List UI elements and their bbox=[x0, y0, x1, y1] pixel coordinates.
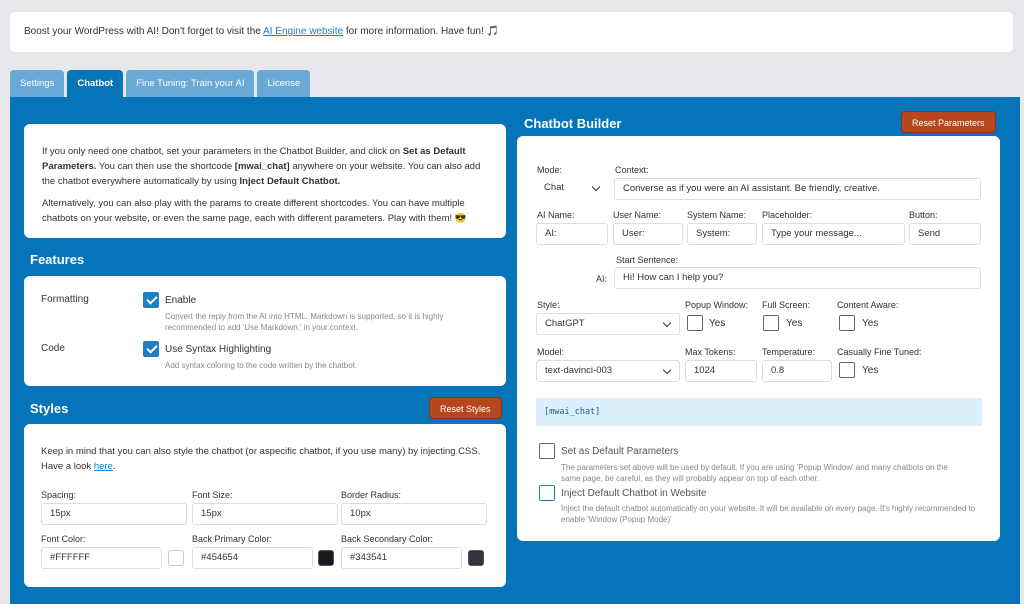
model-label: Model: bbox=[537, 347, 565, 357]
fine-tuned-label: Casually Fine Tuned: bbox=[837, 347, 922, 357]
back-secondary-color-label: Back Secondary Color: bbox=[341, 534, 434, 544]
fine-tuned-yes: Yes bbox=[862, 365, 879, 376]
mode-select[interactable]: Chat bbox=[536, 178, 608, 200]
intro-paragraph-1: If you only need one chatbot, set your parameters in the Chatbot Builder, and click on Set as Default Parameters. You can then use the shortcode [mwai_chat] anywhere on your website. You can also add the chatbot everywhere automatically by using Inject Default Chatbot. bbox=[42, 146, 481, 187]
max-tokens-label: Max Tokens: bbox=[685, 347, 736, 357]
full-screen-checkbox[interactable] bbox=[763, 315, 779, 331]
notice-text-after: for more information. Have fun! bbox=[343, 26, 487, 37]
back-primary-color-swatch[interactable] bbox=[318, 550, 334, 566]
full-screen-yes: Yes bbox=[786, 318, 803, 329]
styles-title: Styles bbox=[30, 401, 69, 416]
popup-window-checkbox[interactable] bbox=[687, 315, 703, 331]
placeholder-label: Placeholder: bbox=[762, 210, 813, 220]
back-secondary-color-swatch[interactable] bbox=[468, 550, 484, 566]
set-default-description: The parameters set above will be used by default. If you are using 'Popup Window' and many chatbots on the same page, be careful, as they will probably appear on top of each other. bbox=[561, 463, 948, 483]
set-default-label: Set as Default Parameters bbox=[561, 446, 679, 457]
context-input[interactable]: Converse as if you were an AI assistant. Be friendly, creative. bbox=[614, 178, 981, 200]
back-primary-color-input[interactable]: #454654 bbox=[192, 547, 313, 569]
placeholder-input[interactable]: Type your message... bbox=[762, 223, 905, 245]
font-size-label: Font Size: bbox=[192, 490, 233, 500]
mode-label: Mode: bbox=[537, 165, 563, 175]
syntax-highlighting-option: Use Syntax Highlighting bbox=[165, 344, 272, 355]
button-label: Button: bbox=[909, 210, 938, 220]
popup-window-label: Popup Window: bbox=[685, 300, 749, 310]
full-screen-label: Full Screen: bbox=[762, 300, 811, 310]
intro-paragraph-2: Alternatively, you can also play with the params to create different shortcodes. You can have multiple chatbots on your website, or even the same page, each with different parameters. Play with them! 😎 bbox=[42, 198, 467, 224]
button-text-input[interactable]: Send bbox=[909, 223, 981, 245]
spacing-input[interactable]: 15px bbox=[41, 503, 187, 525]
tab-fine-tuning[interactable]: Fine Tuning: Train your AI bbox=[126, 70, 254, 97]
start-sentence-input[interactable]: Hi! How can I help you? bbox=[614, 267, 981, 289]
user-name-label: User Name: bbox=[613, 210, 662, 220]
chatbot-builder-title: Chatbot Builder bbox=[524, 116, 622, 131]
content-aware-yes: Yes bbox=[862, 318, 879, 329]
code-label: Code bbox=[41, 343, 65, 354]
inject-chatbot-checkbox[interactable] bbox=[539, 485, 555, 501]
back-primary-color-label: Back Primary Color: bbox=[192, 534, 273, 544]
tab-settings[interactable]: Settings bbox=[10, 70, 64, 97]
features-title: Features bbox=[30, 252, 85, 267]
max-tokens-input[interactable]: 1024 bbox=[685, 360, 757, 382]
style-label: Style: bbox=[537, 300, 560, 310]
fine-tuned-checkbox[interactable] bbox=[839, 362, 855, 378]
font-color-input[interactable]: #FFFFFF bbox=[41, 547, 162, 569]
content-aware-label: Content Aware: bbox=[837, 300, 899, 310]
spacing-label: Spacing: bbox=[41, 490, 77, 500]
start-sentence-label: Start Sentence: bbox=[616, 255, 679, 265]
border-radius-label: Border Radius: bbox=[341, 490, 402, 500]
notice-bar bbox=[10, 12, 1013, 52]
styles-help-link[interactable]: here bbox=[93, 461, 113, 472]
formatting-checkbox[interactable] bbox=[143, 292, 159, 308]
tab-license[interactable]: License bbox=[257, 70, 310, 97]
reset-parameters-button[interactable]: Reset Parameters bbox=[901, 111, 996, 133]
model-select[interactable]: text-davinci-003 bbox=[536, 360, 680, 382]
popup-window-yes: Yes bbox=[709, 318, 726, 329]
styles-description: Keep in mind that you can also style the chatbot (or aspecific chatbot, if you use many) by injecting CSS. Have a look here. bbox=[41, 446, 481, 472]
temperature-label: Temperature: bbox=[762, 347, 816, 357]
syntax-highlighting-description: Add syntax coloring to the code written by the chatbot. bbox=[165, 361, 358, 370]
tab-chatbot[interactable]: Chatbot bbox=[67, 70, 123, 97]
features-card bbox=[24, 276, 506, 386]
reset-styles-button[interactable]: Reset Styles bbox=[429, 397, 502, 419]
content-aware-checkbox[interactable] bbox=[839, 315, 855, 331]
intro-card bbox=[24, 124, 506, 238]
border-radius-input[interactable]: 10px bbox=[341, 503, 487, 525]
font-color-label: Font Color: bbox=[41, 534, 86, 544]
ai-name-input[interactable]: AI: bbox=[536, 223, 608, 245]
style-select[interactable]: ChatGPT bbox=[536, 313, 680, 335]
formatting-label: Formatting bbox=[41, 294, 89, 305]
syntax-highlighting-checkbox[interactable] bbox=[143, 341, 159, 357]
user-name-input[interactable]: User: bbox=[613, 223, 683, 245]
start-sentence-prefix: AI: bbox=[596, 274, 608, 284]
formatting-description: Convert the reply from the AI into HTML. Markdown is supported, so it is highly recommended to add 'Use Markdown.' in your context. bbox=[165, 312, 444, 332]
ai-engine-link[interactable]: AI Engine website bbox=[263, 26, 344, 37]
set-default-checkbox[interactable] bbox=[539, 443, 555, 459]
formatting-option: Enable bbox=[165, 295, 197, 306]
inject-chatbot-label: Inject Default Chatbot in Website bbox=[561, 488, 707, 499]
inject-chatbot-description: Inject the default chatbot automatically on your website. It will be available on every page. It's highly recommended to enable 'Window (Popup Mode)' bbox=[561, 504, 976, 524]
context-label: Context: bbox=[615, 165, 649, 175]
font-color-swatch[interactable] bbox=[168, 550, 184, 566]
font-size-input[interactable]: 15px bbox=[192, 503, 338, 525]
shortcode-output[interactable]: [mwai_chat] bbox=[536, 398, 982, 426]
temperature-input[interactable]: 0.8 bbox=[762, 360, 832, 382]
notice-text: Boost your WordPress with AI! Don't forget to visit the bbox=[24, 26, 264, 37]
back-secondary-color-input[interactable]: #343541 bbox=[341, 547, 462, 569]
system-name-label: System Name: bbox=[687, 210, 747, 220]
system-name-input[interactable]: System: bbox=[687, 223, 757, 245]
ai-name-label: AI Name: bbox=[537, 210, 575, 220]
tab-bar bbox=[10, 70, 310, 97]
styles-card bbox=[24, 424, 506, 587]
music-note-icon: 🎵 bbox=[486, 26, 499, 37]
